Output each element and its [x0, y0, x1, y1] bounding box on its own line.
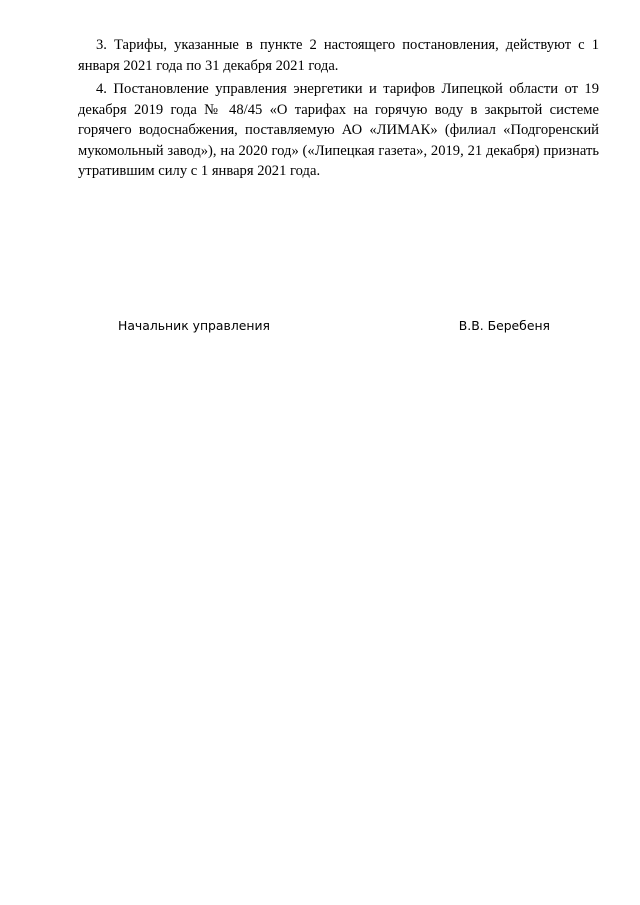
signature-block: [118, 316, 550, 338]
paragraph-4: 4. Постановление управления энергетики и тарифов Липецкой области от 19 декабря 2019 года № 48/45 «О тарифах на горячую воду в закрытой системе горячего водоснабжения, поставляемую АО «ЛИМАК» (филиал «Подгоренский мукомольный завод»), на 2020 год» («Липецкая газета», 2019, 21 декабря) признать утратившим силу с 1 января 2021 года.: [78, 81, 599, 179]
signatory-name: В.В. Беребеня: [458, 318, 550, 333]
document-body: [78, 35, 599, 185]
paragraph-3: 3. Тарифы, указанные в пункте 2 настоящего постановления, действуют с 1 января 2021 года по 31 декабря 2021 года.: [78, 37, 599, 74]
signatory-title: Начальник управления: [118, 318, 270, 333]
